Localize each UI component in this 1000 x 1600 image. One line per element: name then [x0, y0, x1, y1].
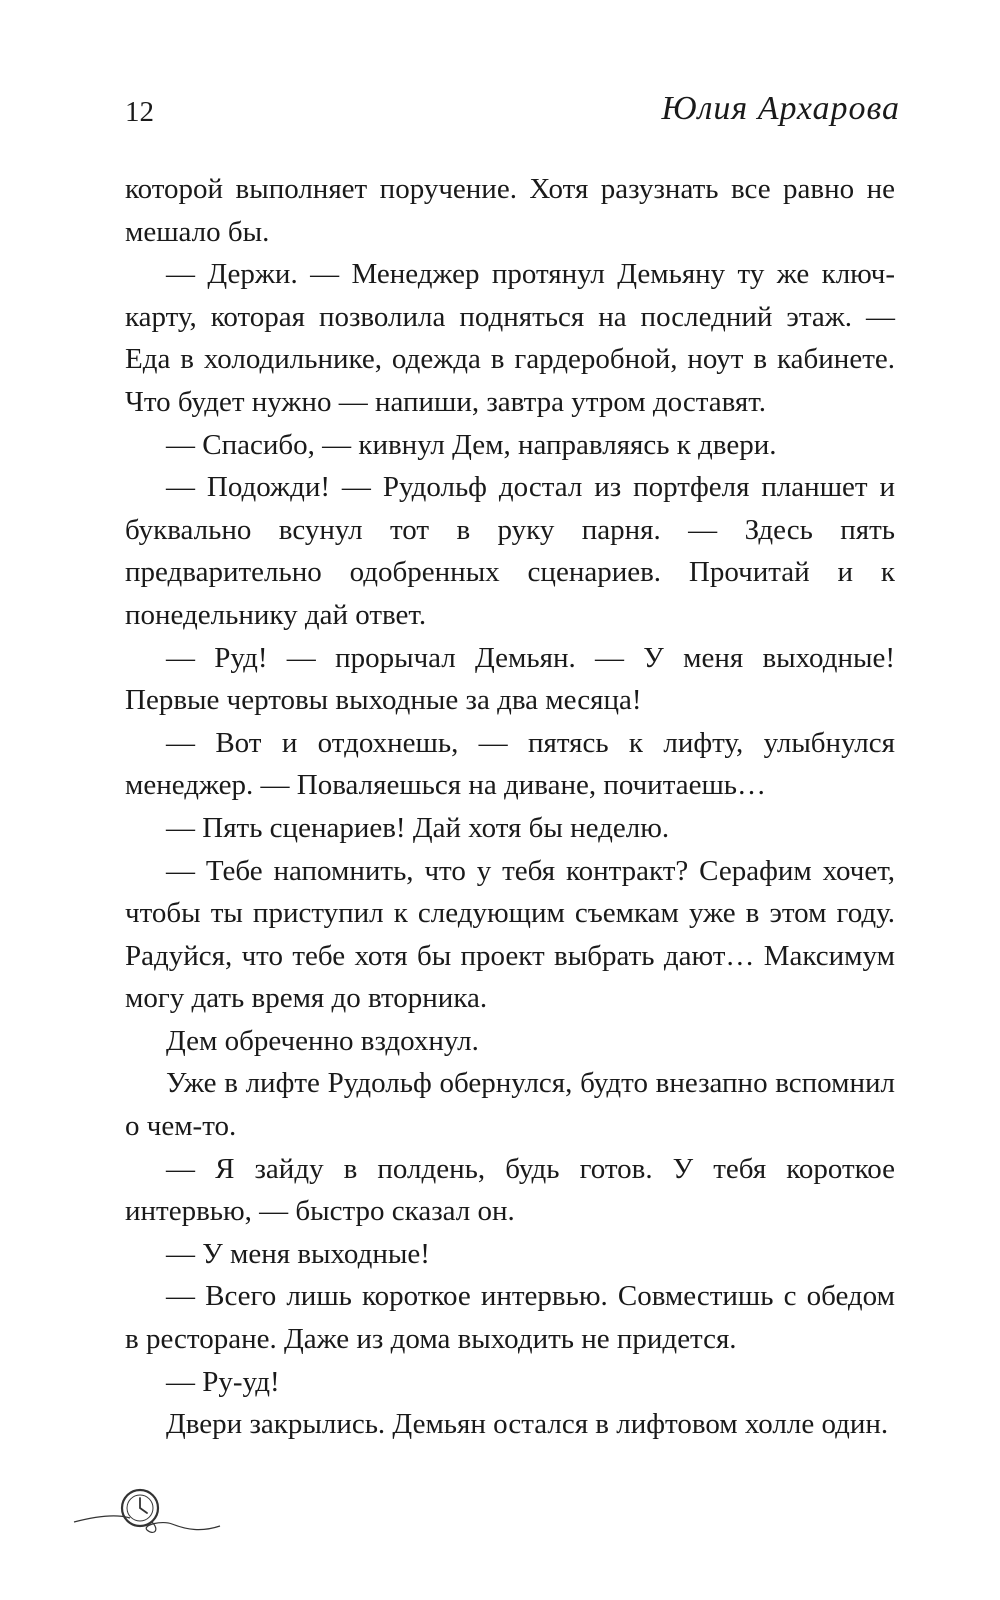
paragraph: — Тебе напомнить, что у тебя контракт? Серафим хочет, чтобы ты приступил к следующим съемкам уже в этом году. Радуйся, что тебе хотя бы проект выбрать дают… Максимум могу дать время до вторника.	[125, 854, 895, 1015]
page-header	[125, 88, 900, 138]
paragraph: которой выполняет поручение. Хотя разузнать все равно не мешало бы.	[125, 173, 895, 248]
paragraph: — Руд! — прорычал Демьян. — У меня выходные! Первые чертовы выходные за два месяца!	[125, 641, 895, 717]
paragraph: Дем обреченно вздохнул.	[166, 1024, 479, 1057]
paragraph: — Держи. — Менеджер протянул Демьяну ту же ключ-карту, которая позволила подняться на последний этаж. — Еда в холодильнике, одежда в гардеробной, ноут в кабинете. Что будет нужно — напиши, завтра утром доставят.	[125, 258, 895, 418]
clock-swirl-ornament-icon	[72, 1460, 222, 1550]
paragraph: — Подожди! — Рудольф достал из портфеля планшет и буквально всунул тот в руку парня. — Здесь пять предварительно одобренных сценариев. Прочитай и к понедельнику дай ответ.	[125, 471, 895, 631]
paragraph: Уже в лифте Рудольф обернулся, будто внезапно вспомнил о чем-то.	[125, 1067, 895, 1143]
page-number: 12	[125, 96, 154, 128]
paragraph: — Ру-уд!	[166, 1365, 280, 1398]
paragraph: — Я зайду в полдень, будь готов. У тебя короткое интервью, — быстро сказал он.	[125, 1152, 895, 1228]
paragraph: — У меня выходные!	[166, 1237, 430, 1270]
author-running-head: Юлия Архарова	[661, 90, 900, 127]
paragraph: — Вот и отдохнешь, — пятясь к лифту, улыбнулся менеджер. — Поваляешься на диване, почитаешь…	[125, 726, 895, 802]
paragraph: — Спасибо, — кивнул Дем, направляясь к двери.	[166, 428, 777, 461]
body-text	[125, 168, 895, 1446]
paragraph: — Пять сценариев! Дай хотя бы неделю.	[166, 811, 670, 844]
paragraph: Двери закрылись. Демьян остался в лифтовом холле один.	[166, 1408, 889, 1441]
paragraph: — Всего лишь короткое интервью. Совместишь с обедом в ресторане. Даже из дома выходить не придется.	[125, 1280, 895, 1356]
